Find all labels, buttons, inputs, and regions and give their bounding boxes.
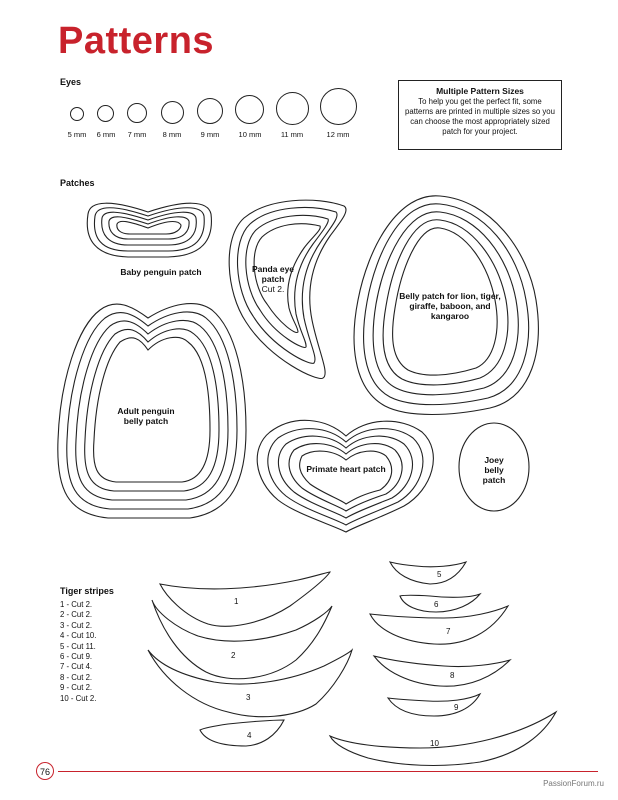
primate-heart-patch-outline xyxy=(257,420,433,532)
list-item: 3 - Cut 2. xyxy=(60,620,93,630)
tiger-stripe-cut-list xyxy=(60,600,96,704)
tiger-stripe-3 xyxy=(148,650,352,717)
watermark: PassionForum.ru xyxy=(543,779,604,788)
joey-label: Joey belly patch xyxy=(482,455,506,485)
list-item: 8 - Cut 2. xyxy=(60,672,93,682)
stripe-number-10: 10 xyxy=(430,739,439,748)
tiger-stripe-8 xyxy=(374,656,510,686)
tiger-stripe-4 xyxy=(200,720,284,746)
stripe-number-5: 5 xyxy=(437,570,442,579)
patches-label: Patches xyxy=(60,178,95,188)
adult-penguin-label: Adult penguin belly patch xyxy=(117,406,175,426)
multiple-sizes-body: To help you get the perfect fit, some patterns are printed in multiple sizes so you can choose the most appropriately sized patch for your project. xyxy=(405,97,555,136)
tiger-stripe-2 xyxy=(152,600,332,679)
panda-eye-cut: Cut 2. xyxy=(261,284,285,294)
tiger-stripe-1 xyxy=(160,572,330,626)
list-item: 4 - Cut 10. xyxy=(60,631,97,641)
list-item: 9 - Cut 2. xyxy=(60,683,93,693)
stripe-number-8: 8 xyxy=(450,671,455,680)
list-item: 5 - Cut 11. xyxy=(60,641,96,651)
eye-size-label: 6 mm xyxy=(96,130,116,139)
list-item: 10 - Cut 2. xyxy=(60,693,97,703)
eye-size-label: 12 mm xyxy=(326,130,350,139)
stripe-number-4: 4 xyxy=(247,731,252,740)
panda-eye-label xyxy=(244,264,302,294)
eye-size-label: 10 mm xyxy=(238,130,262,139)
page-number: 76 xyxy=(36,762,54,780)
stripe-number-9: 9 xyxy=(454,703,459,712)
list-item: 6 - Cut 9. xyxy=(60,652,93,662)
list-item: 7 - Cut 4. xyxy=(60,662,93,672)
primate-heart-label: Primate heart patch xyxy=(306,464,386,474)
baby-penguin-patch-outline xyxy=(87,203,211,257)
stripe-number-7: 7 xyxy=(446,627,451,636)
footer-rule xyxy=(58,771,598,772)
tiger-stripe-6 xyxy=(400,594,480,612)
eye-size-label: 5 mm xyxy=(67,130,87,139)
panda-eye-name: Panda eye patch xyxy=(251,264,295,284)
eye-size-label: 7 mm xyxy=(127,130,147,139)
stripe-number-2: 2 xyxy=(231,651,236,660)
eye-size-label: 9 mm xyxy=(200,130,220,139)
eyes-label: Eyes xyxy=(60,77,82,87)
tiger-stripe-10 xyxy=(330,712,556,765)
list-item: 2 - Cut 2. xyxy=(60,610,93,620)
tiger-stripe-9 xyxy=(388,694,480,716)
tiger-stripes-label: Tiger stripes xyxy=(60,586,114,596)
baby-penguin-label: Baby penguin patch xyxy=(120,267,202,277)
eye-size-label: 8 mm xyxy=(162,130,182,139)
page-title: Patterns xyxy=(58,20,215,62)
multiple-sizes-heading: Multiple Pattern Sizes xyxy=(436,86,524,96)
stripe-number-1: 1 xyxy=(234,597,239,606)
stripe-number-6: 6 xyxy=(434,600,439,609)
stripe-number-3: 3 xyxy=(246,693,251,702)
eye-size-label: 11 mm xyxy=(280,130,304,139)
list-item: 1 - Cut 2. xyxy=(60,600,93,609)
tiger-stripe-5 xyxy=(390,562,466,584)
belly-patch-label: Belly patch for lion, tiger, giraffe, baboon, and kangaroo xyxy=(399,291,501,321)
